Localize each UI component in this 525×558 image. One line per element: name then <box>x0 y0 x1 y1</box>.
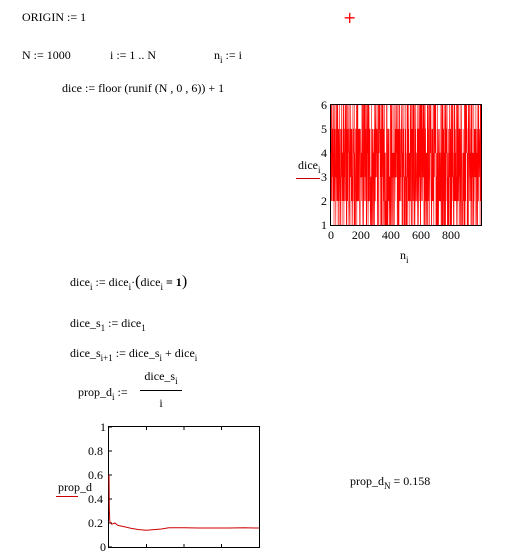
prop-d-ytick-label: 0.6 <box>88 468 103 482</box>
dice-plot-xlabel-sub: i <box>406 255 409 265</box>
dice-xtick-label: 600 <box>411 228 430 242</box>
prop-d-ytick-label: 0.2 <box>88 516 103 530</box>
eq1-assign: := dice <box>92 275 129 289</box>
eq1-boolean-equals: = 1 <box>162 275 182 289</box>
dice-indicator-equation[interactable] <box>70 273 187 291</box>
dice-plot-ylabel-sub: i <box>318 165 321 175</box>
eq1-open-paren: ( <box>135 273 141 290</box>
eq3-lhs: dice_s <box>70 346 101 360</box>
dice-plot-ylabel-text: dice <box>298 158 318 172</box>
prop-d-plot-frame <box>109 427 260 548</box>
dice-xtick-label: 400 <box>381 228 400 242</box>
eq1-inner-sub: i <box>160 282 163 292</box>
dice-ytick-label: 2 <box>321 194 327 208</box>
prop-d-result[interactable] <box>350 474 430 489</box>
eq4-assign: := <box>114 385 128 399</box>
prop-d-ytick-label: 0 <box>100 540 106 554</box>
eq2-lhs: dice_s <box>70 316 101 330</box>
prop-d-ytick-label: 0.4 <box>88 492 103 506</box>
dice-definition[interactable]: dice := floor (runif (N , 0 , 6)) + 1 <box>62 81 225 95</box>
n-i-value: := i <box>222 48 242 62</box>
dice-plot-area <box>330 104 482 226</box>
eq4-lhs-group <box>78 385 128 400</box>
dice-xtick-label: 800 <box>441 228 460 242</box>
n-definition[interactable]: N := 1000 <box>22 48 71 62</box>
eq1-dot: · <box>131 275 136 289</box>
prop-d-plot-ylabel: prop_d <box>58 480 92 494</box>
eq3-plus-sub: i <box>194 353 198 363</box>
result-lhs: prop_d <box>350 474 384 488</box>
eq4-num-text: dice_s <box>144 369 176 383</box>
crosshair-cursor-icon: + <box>343 8 357 27</box>
eq4-num-sub: i <box>175 376 178 386</box>
prop-d-ytick-label: 0.8 <box>88 444 103 458</box>
eq3-rhs-sub: i <box>159 353 163 363</box>
eq4-denominator: i <box>159 396 163 410</box>
eq4-lhs-sub: i <box>112 392 115 402</box>
dice-plot-ylabel <box>298 158 321 173</box>
eq1-lhs-sub: i <box>90 282 93 292</box>
eq4-fraction-bar <box>140 390 182 391</box>
dice-plot-xlabel <box>400 248 409 263</box>
eq2-rhs: := dice <box>105 316 142 330</box>
n-i-definition[interactable] <box>214 48 242 63</box>
dice-ytick-label: 3 <box>321 170 327 184</box>
origin-equation[interactable]: ORIGIN := 1 <box>22 10 87 24</box>
range-variable-i[interactable]: i := 1 .. N <box>110 48 157 62</box>
dice-xtick-label: 0 <box>328 228 334 242</box>
eq2-rhs-sub: 1 <box>141 323 146 333</box>
eq1-rhs-sub: i <box>128 282 132 292</box>
eq4-lhs: prop_d <box>78 385 112 399</box>
dice-plot-xlabel-text: n <box>400 248 406 262</box>
result-sub: N <box>384 481 391 491</box>
prop-d-plot-ylabel-underline <box>56 496 78 497</box>
eq1-lhs: dice <box>70 275 90 289</box>
dice-xtick-label: 200 <box>351 228 370 242</box>
prop-d-ytick-label: 1 <box>100 420 106 434</box>
eq3-lhs-sub: i+1 <box>100 353 113 363</box>
eq4-numerator <box>140 369 182 384</box>
n-i-subscript: i <box>220 55 223 65</box>
eq1-close-paren: ) <box>181 273 188 290</box>
dice-ytick-label: 4 <box>321 146 327 160</box>
eq1-inner: dice <box>140 275 161 289</box>
eq2-lhs-sub: 1 <box>100 323 106 333</box>
dice-s-recurrence-equation[interactable] <box>70 346 197 361</box>
dice-ytick-label: 5 <box>321 122 327 136</box>
dice-ytick-label: 1 <box>321 218 327 232</box>
prop-d-plot-area <box>108 426 260 548</box>
eq3-plus: + dice <box>162 346 195 360</box>
result-value: = 0.158 <box>390 474 431 488</box>
eq3-rhs: := dice_s <box>112 346 160 360</box>
dice-ytick-label: 6 <box>321 98 327 112</box>
dice-plot-ylabel-underline <box>296 178 320 179</box>
dice-s-initial-equation[interactable] <box>70 316 146 331</box>
n-i-name: n <box>214 48 220 62</box>
